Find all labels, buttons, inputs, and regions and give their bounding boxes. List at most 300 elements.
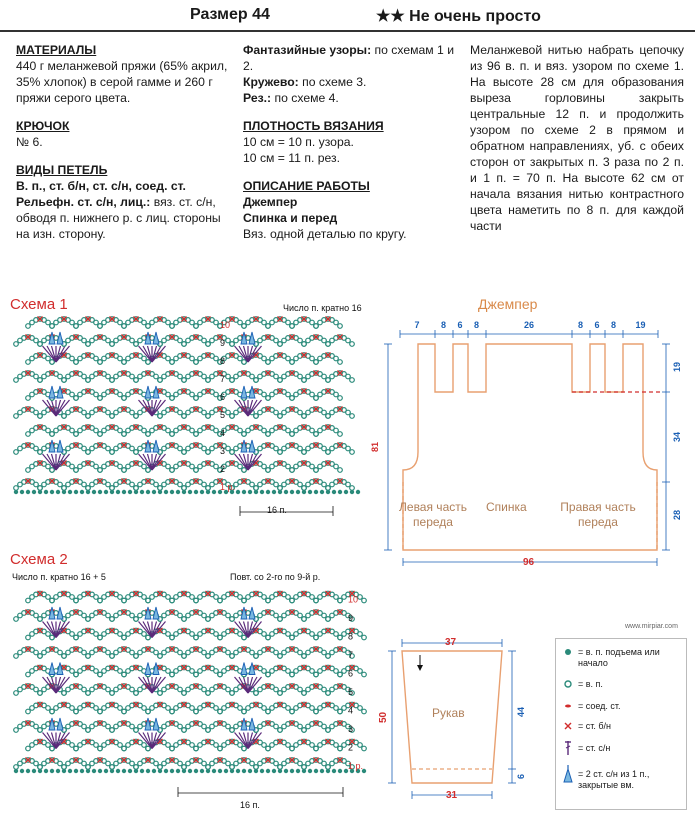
chain-stitch	[122, 746, 127, 751]
chain-stitch	[50, 635, 55, 640]
chain-stitch	[274, 613, 279, 618]
chain-stitch	[230, 728, 235, 733]
chain-stitch	[286, 320, 291, 325]
chain-stitch	[98, 598, 103, 603]
chain-stitch	[50, 432, 55, 437]
jumper-top-dim: 19	[635, 320, 646, 330]
chain-stitch	[310, 464, 315, 469]
chain-stitch	[170, 672, 175, 677]
chain-stitch	[266, 635, 271, 640]
chain-stitch	[130, 724, 135, 729]
chain-stitch	[194, 432, 199, 437]
chain-stitch	[350, 342, 355, 347]
chain-stitch	[266, 468, 271, 473]
chain-stitch	[214, 743, 219, 748]
chain-stitch	[314, 360, 319, 365]
cluster-stitch	[145, 386, 151, 398]
chain-stitch	[230, 414, 235, 419]
chain-stitch	[250, 374, 255, 379]
foundation-chain	[272, 490, 276, 494]
chain-stitch	[194, 324, 199, 329]
chain-stitch	[242, 432, 247, 437]
fancy-text: по схемам 1 и 2.	[243, 43, 455, 73]
legend-slip-stitch-icon	[565, 705, 571, 708]
chain-stitch	[46, 632, 51, 637]
materials-heading: МАТЕРИАЛЫ	[16, 43, 97, 57]
chain-stitch	[346, 338, 351, 343]
chain-stitch	[322, 613, 327, 618]
chain-stitch	[190, 428, 195, 433]
chain-stitch	[226, 410, 231, 415]
chain-stitch	[86, 450, 91, 455]
chain-stitch	[170, 396, 175, 401]
chain-stitch	[122, 468, 127, 473]
chain-stitch	[122, 396, 127, 401]
chain-stitch	[98, 468, 103, 473]
chain-stitch	[182, 765, 187, 770]
chain-stitch	[262, 392, 267, 397]
chain-stitch	[82, 338, 87, 343]
chain-stitch	[70, 392, 75, 397]
sleeve-right-2: 6	[516, 773, 526, 779]
chain-stitch	[98, 635, 103, 640]
chain-stitch	[146, 635, 151, 640]
chain-stitch	[14, 342, 19, 347]
chain-stitch	[154, 482, 159, 487]
foundation-chain	[176, 769, 180, 773]
chain-stitch	[206, 728, 211, 733]
chain-stitch	[362, 672, 367, 677]
chain-stitch	[14, 765, 19, 770]
chain-stitch	[170, 709, 175, 714]
chain-stitch	[38, 414, 43, 419]
work-heading: ОПИСАНИЕ РАБОТЫ	[243, 179, 370, 193]
chain-stitch	[106, 761, 111, 766]
chain-stitch	[274, 338, 279, 343]
chain-stitch	[334, 632, 339, 637]
chain-stitch	[46, 320, 51, 325]
row-number: 9	[348, 613, 354, 623]
chain-stitch	[298, 724, 303, 729]
chain-stitch	[206, 486, 211, 491]
chain-stitch	[250, 482, 255, 487]
chain-stitch	[274, 374, 279, 379]
chain-stitch	[86, 728, 91, 733]
chain-stitch	[118, 392, 123, 397]
chain-stitch	[94, 464, 99, 469]
chain-stitch	[358, 669, 363, 674]
chain-stitch	[338, 635, 343, 640]
chain-stitch	[178, 687, 183, 692]
chain-stitch	[182, 728, 187, 733]
row-number: 8	[220, 356, 226, 366]
foundation-chain	[98, 769, 102, 773]
chain-stitch	[26, 746, 31, 751]
chain-stitch	[334, 464, 339, 469]
jumper-top-dim: 8	[474, 320, 480, 330]
chain-stitch	[230, 342, 235, 347]
chain-stitch	[134, 765, 139, 770]
chain-stitch	[218, 746, 223, 751]
row-number: 7	[220, 374, 226, 384]
chain-stitch	[334, 669, 339, 674]
chain-stitch	[334, 743, 339, 748]
chain-stitch	[122, 672, 127, 677]
chain-stitch	[274, 650, 279, 655]
chain-stitch	[278, 342, 283, 347]
chain-stitch	[154, 761, 159, 766]
chain-stitch	[262, 356, 267, 361]
chain-stitch	[178, 761, 183, 766]
chain-stitch	[242, 598, 247, 603]
chain-stitch	[74, 635, 79, 640]
instructions-column	[470, 42, 684, 234]
chain-stitch	[334, 706, 339, 711]
chain-stitch	[118, 356, 123, 361]
chain-stitch	[350, 486, 355, 491]
chain-stitch	[190, 632, 195, 637]
chain-stitch	[302, 486, 307, 491]
chain-stitch	[334, 320, 339, 325]
chain-stitch	[70, 356, 75, 361]
chain-stitch	[290, 432, 295, 437]
chain-stitch	[310, 669, 315, 674]
row-number: 4	[220, 428, 226, 438]
chain-stitch	[214, 595, 219, 600]
foundation-chain	[104, 490, 108, 494]
chain-stitch	[206, 414, 211, 419]
row-number: 3	[220, 446, 226, 456]
chain-stitch	[302, 414, 307, 419]
sleeve-right-1: 44	[516, 706, 526, 717]
foundation-chain	[56, 769, 60, 773]
chain-stitch	[86, 617, 91, 622]
chain-stitch	[278, 691, 283, 696]
chain-stitch	[314, 635, 319, 640]
chain-stitch	[298, 650, 303, 655]
chain-stitch	[322, 338, 327, 343]
chain-stitch	[190, 392, 195, 397]
chain-stitch	[298, 374, 303, 379]
chain-stitch	[26, 709, 31, 714]
foundation-chain	[260, 490, 264, 494]
jumper-top-dim: 8	[611, 320, 617, 330]
backfront-subheading: Спинка и перед	[243, 211, 338, 225]
foundation-chain	[236, 490, 240, 494]
chain-stitch	[110, 486, 115, 491]
chain-stitch	[290, 396, 295, 401]
foundation-chain	[224, 769, 228, 773]
foundation-chain	[116, 490, 120, 494]
chain-stitch	[158, 378, 163, 383]
jumper-top-dim: 8	[441, 320, 447, 330]
chain-stitch	[290, 746, 295, 751]
foundation-chain	[344, 490, 348, 494]
chain-stitch	[130, 446, 135, 451]
chain-stitch	[38, 765, 43, 770]
chain-stitch	[238, 464, 243, 469]
foundation-chain	[26, 769, 30, 773]
chain-stitch	[358, 743, 363, 748]
chain-stitch	[82, 446, 87, 451]
chain-stitch	[118, 743, 123, 748]
chain-stitch	[118, 669, 123, 674]
chain-stitch	[86, 486, 91, 491]
chain-stitch	[34, 446, 39, 451]
chain-stitch	[178, 724, 183, 729]
chain-stitch	[214, 464, 219, 469]
chain-stitch	[86, 654, 91, 659]
chain-stitch	[166, 320, 171, 325]
chain-stitch	[34, 374, 39, 379]
chain-stitch	[326, 414, 331, 419]
chain-stitch	[290, 360, 295, 365]
chain-stitch	[118, 464, 123, 469]
sleeve-bottom: 31	[446, 790, 458, 801]
chain-stitch	[230, 378, 235, 383]
hook-text: № 6.	[16, 135, 43, 149]
chain-stitch	[290, 598, 295, 603]
foundation-chain	[200, 769, 204, 773]
lace-label: Кружево:	[243, 75, 299, 89]
sleeve-top: 37	[445, 637, 457, 648]
chain-stitch	[98, 432, 103, 437]
chain-stitch	[238, 743, 243, 748]
chain-stitch	[14, 691, 19, 696]
chain-stitch	[242, 360, 247, 365]
chain-stitch	[262, 669, 267, 674]
chain-stitch	[230, 617, 235, 622]
chain-stitch	[26, 396, 31, 401]
foundation-chain	[266, 769, 270, 773]
chain-stitch	[82, 761, 87, 766]
chain-stitch	[230, 654, 235, 659]
chain-stitch	[238, 706, 243, 711]
chain-stitch	[130, 410, 135, 415]
chain-stitch	[314, 432, 319, 437]
foundation-chain	[200, 490, 204, 494]
chain-stitch	[34, 482, 39, 487]
chain-stitch	[70, 428, 75, 433]
chain-stitch	[242, 709, 247, 714]
chain-stitch	[362, 635, 367, 640]
chain-stitch	[166, 464, 171, 469]
jumper-top-dim: 26	[524, 320, 535, 330]
foundation-chain	[248, 490, 252, 494]
right-front-label: Правая часть переда	[560, 500, 636, 529]
chain-stitch	[190, 706, 195, 711]
chain-stitch	[286, 632, 291, 637]
chain-stitch	[158, 691, 163, 696]
chain-stitch	[286, 428, 291, 433]
chain-stitch	[38, 654, 43, 659]
chain-stitch	[310, 743, 315, 748]
foundation-chain	[74, 490, 78, 494]
chain-stitch	[338, 432, 343, 437]
chain-stitch	[106, 374, 111, 379]
chain-stitch	[290, 324, 295, 329]
chain-stitch	[334, 595, 339, 600]
foundation-chain	[140, 769, 144, 773]
cluster-stitch	[49, 386, 55, 398]
chain-stitch	[182, 450, 187, 455]
jumper-subheading: Джемпер	[243, 195, 298, 209]
chain-stitch	[34, 410, 39, 415]
chain-stitch	[38, 486, 43, 491]
chain-stitch	[362, 709, 367, 714]
chain-stitch	[338, 468, 343, 473]
chain-stitch	[290, 468, 295, 473]
chain-stitch	[182, 378, 187, 383]
chain-stitch	[214, 356, 219, 361]
foundation-chain	[272, 769, 276, 773]
chain-stitch	[202, 687, 207, 692]
chain-stitch	[290, 635, 295, 640]
chain-stitch	[298, 446, 303, 451]
chain-stitch	[226, 374, 231, 379]
chain-stitch	[226, 613, 231, 618]
foundation-chain	[314, 769, 318, 773]
chain-stitch	[182, 654, 187, 659]
jumper-right-dim-3: 28	[672, 509, 682, 520]
chain-stitch	[134, 378, 139, 383]
chain-stitch	[182, 414, 187, 419]
foundation-chain	[164, 769, 168, 773]
chain-stitch	[130, 374, 135, 379]
chain-stitch	[182, 342, 187, 347]
chain-stitch	[230, 450, 235, 455]
chain-stitch	[166, 595, 171, 600]
foundation-chain	[152, 490, 156, 494]
scheme1-repeat: 16 п.	[267, 505, 287, 515]
chain-stitch	[26, 598, 31, 603]
chain-stitch	[206, 342, 211, 347]
chain-stitch	[178, 650, 183, 655]
chain-stitch	[122, 709, 127, 714]
chain-stitch	[46, 595, 51, 600]
chain-stitch	[298, 613, 303, 618]
chain-stitch	[322, 650, 327, 655]
scheme1-diagram	[8, 316, 383, 521]
chain-stitch	[302, 654, 307, 659]
chain-stitch	[190, 595, 195, 600]
foundation-chain	[128, 769, 132, 773]
chain-stitch	[178, 410, 183, 415]
density-1: 10 см = 10 п. узора.	[243, 135, 354, 149]
chain-stitch	[242, 635, 247, 640]
chain-stitch	[274, 410, 279, 415]
chain-stitch	[278, 414, 283, 419]
chain-stitch	[14, 654, 19, 659]
chain-stitch	[266, 396, 271, 401]
relief-stitch-desc: вяз. ст. с/н, обводя п. нижнего р. с лиц. стороны на изн. сторону.	[16, 195, 221, 241]
chain-stitch	[158, 486, 163, 491]
chain-stitch	[94, 392, 99, 397]
chain-stitch	[358, 706, 363, 711]
chain-stitch	[298, 410, 303, 415]
chain-stitch	[194, 709, 199, 714]
chain-stitch	[134, 654, 139, 659]
foundation-chain	[236, 769, 240, 773]
chain-stitch	[86, 691, 91, 696]
chain-stitch	[134, 450, 139, 455]
chain-stitch	[214, 669, 219, 674]
chain-stitch	[262, 743, 267, 748]
foundation-chain	[242, 769, 246, 773]
chain-stitch	[194, 746, 199, 751]
chain-stitch	[262, 706, 267, 711]
chain-stitch	[266, 598, 271, 603]
materials-column	[16, 42, 234, 242]
chain-stitch	[46, 464, 51, 469]
chain-stitch	[302, 765, 307, 770]
chain-stitch	[70, 595, 75, 600]
foundation-chain	[68, 769, 72, 773]
density-heading: ПЛОТНОСТЬ ВЯЗАНИЯ	[243, 119, 384, 133]
foundation-chain	[338, 490, 342, 494]
cluster-stitch	[49, 663, 55, 675]
chain-stitch	[134, 414, 139, 419]
chain-stitch	[122, 598, 127, 603]
scheme1-note: Число п. кратно 16	[283, 303, 362, 313]
legend-box	[555, 638, 687, 810]
chain-stitch	[142, 632, 147, 637]
chain-stitch	[266, 324, 271, 329]
foundation-chain	[308, 490, 312, 494]
chain-stitch	[290, 672, 295, 677]
chain-stitch	[226, 650, 231, 655]
chain-stitch	[310, 706, 315, 711]
chain-stitch	[170, 635, 175, 640]
foundation-chain	[314, 490, 318, 494]
chain-stitch	[146, 324, 151, 329]
chain-stitch	[170, 468, 175, 473]
lace-text: по схеме 3.	[302, 75, 367, 89]
chain-stitch	[94, 356, 99, 361]
foundation-chain	[248, 769, 252, 773]
row-number: 6	[220, 392, 226, 402]
chain-stitch	[86, 342, 91, 347]
row-number: 8	[348, 631, 354, 642]
foundation-chain	[266, 490, 270, 494]
chain-stitch	[226, 761, 231, 766]
chain-stitch	[134, 486, 139, 491]
chain-stitch	[134, 342, 139, 347]
foundation-chain	[320, 769, 324, 773]
chain-stitch	[158, 414, 163, 419]
chain-stitch	[50, 746, 55, 751]
chain-stitch	[314, 672, 319, 677]
chain-stitch	[206, 654, 211, 659]
chain-stitch	[190, 356, 195, 361]
chain-stitch	[26, 468, 31, 473]
foundation-chain	[308, 769, 312, 773]
sleeve-label: Рукав	[432, 706, 465, 720]
chain-stitch	[26, 635, 31, 640]
chain-stitch	[346, 482, 351, 487]
chain-stitch	[118, 706, 123, 711]
chain-stitch	[106, 613, 111, 618]
chain-stitch	[14, 617, 19, 622]
chain-stitch	[202, 761, 207, 766]
chain-stitch	[338, 746, 343, 751]
chain-stitch	[98, 324, 103, 329]
chain-stitch	[146, 709, 151, 714]
elastic-label: Рез.:	[243, 91, 272, 105]
chain-stitch	[62, 654, 67, 659]
chain-stitch	[314, 396, 319, 401]
jumper-width: 96	[523, 557, 535, 568]
